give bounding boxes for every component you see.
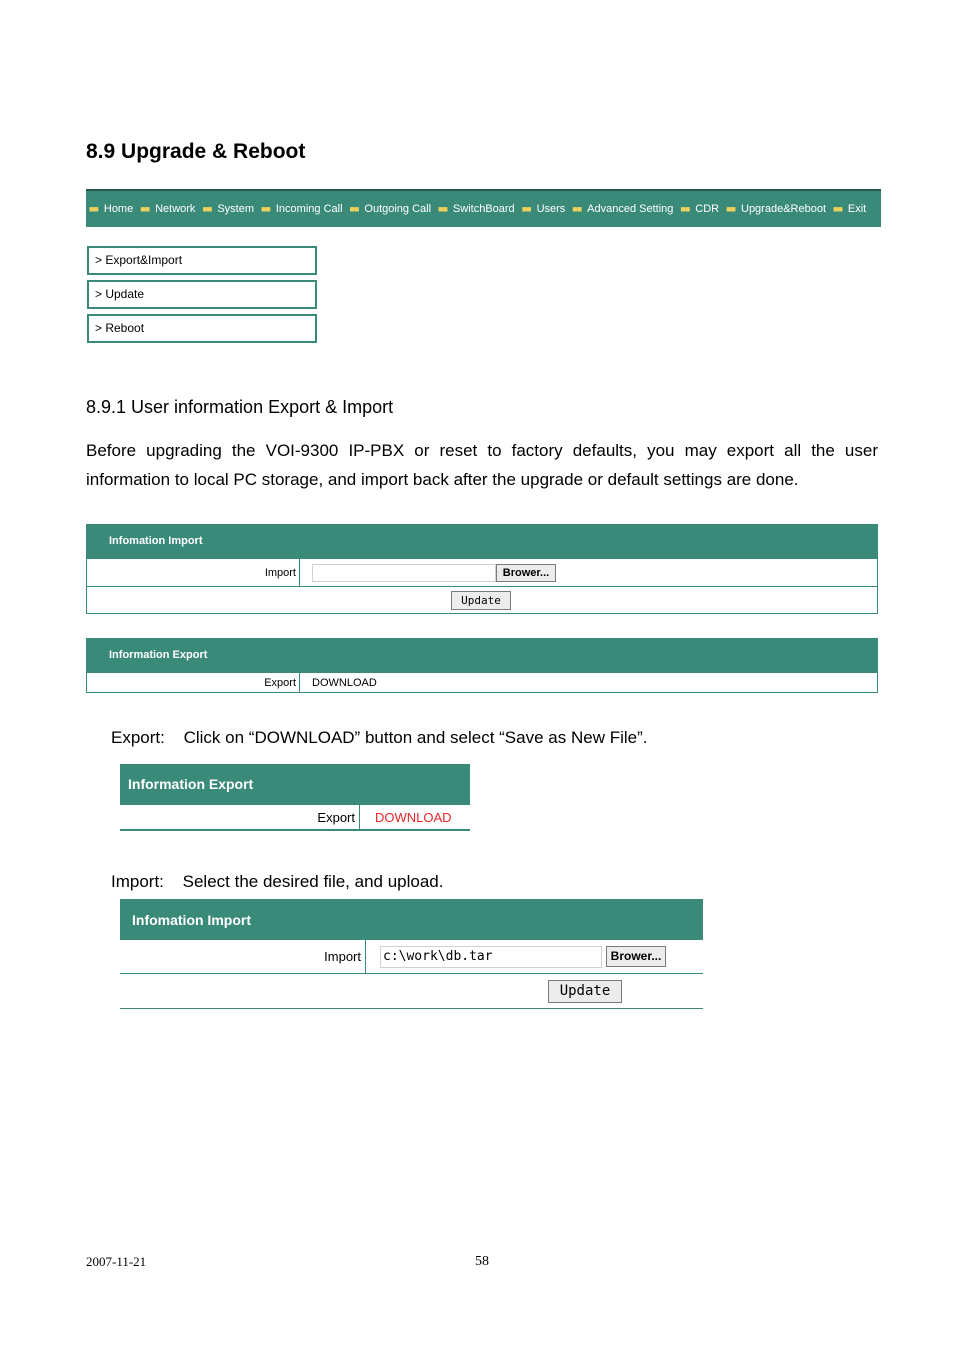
import-zoom-file-input[interactable]: c:\work\db.tar bbox=[380, 946, 602, 968]
import-zoom-browse-button[interactable]: Brower... bbox=[606, 946, 666, 967]
export-zoom-row bbox=[120, 804, 470, 831]
footer-date: 2007-11-21 bbox=[86, 1254, 147, 1269]
import-caption-label: Import: bbox=[111, 872, 164, 891]
import-file-input[interactable] bbox=[312, 564, 496, 582]
nav-bullet-icon: ■■ bbox=[89, 204, 98, 214]
export-caption bbox=[111, 728, 647, 748]
nav-item-network[interactable] bbox=[140, 203, 195, 215]
nav-item-exit[interactable] bbox=[833, 203, 866, 215]
nav-item-label: SwitchBoard bbox=[452, 203, 515, 215]
nav-item-label: Incoming Call bbox=[275, 203, 343, 215]
nav-item-label: Network bbox=[155, 203, 196, 215]
export-label: Export bbox=[87, 673, 300, 692]
nav-item-label: Advanced Setting bbox=[587, 203, 674, 215]
subsection-title: 8.9.1 User information Export & Import bbox=[86, 397, 394, 417]
nav-bullet-icon: ■■ bbox=[680, 204, 690, 214]
nav-item-system[interactable] bbox=[202, 203, 254, 215]
import-zoom-panel bbox=[120, 899, 703, 1009]
import-caption-text: Select the desired file, and upload. bbox=[182, 872, 444, 891]
browse-button[interactable]: Brower... bbox=[496, 564, 556, 582]
nav-bullet-icon: ■■ bbox=[521, 204, 531, 214]
nav-item-label: Outgoing Call bbox=[364, 203, 432, 215]
nav-item-label: Upgrade&Reboot bbox=[741, 203, 827, 215]
nav-item-label: Home bbox=[103, 203, 134, 215]
import-caption bbox=[111, 872, 443, 892]
nav-bullet-icon: ■■ bbox=[140, 204, 150, 214]
export-panel bbox=[86, 638, 878, 693]
page-number: 58 bbox=[475, 1254, 489, 1269]
update-button[interactable]: Update bbox=[451, 591, 511, 610]
nav-item-label: System bbox=[217, 203, 254, 215]
submenu-update[interactable]: > Update bbox=[87, 280, 317, 309]
export-zoom-title: Information Export bbox=[120, 764, 470, 804]
nav-item-advanced-setting[interactable] bbox=[572, 203, 673, 215]
import-zoom-row bbox=[120, 940, 703, 974]
nav-item-label: Exit bbox=[847, 203, 867, 215]
export-caption-text: Click on “DOWNLOAD” button and select “Save as New File”. bbox=[183, 728, 648, 747]
nav-item-switchboard[interactable] bbox=[438, 203, 515, 215]
section-title: 8.9 Upgrade & Reboot bbox=[86, 140, 306, 163]
nav-item-users[interactable] bbox=[522, 203, 566, 215]
download-link[interactable]: DOWNLOAD bbox=[312, 676, 377, 689]
paragraph-line-1: Before upgrading the VOI-9300 IP-PBX or reset to factory defaults, you may export all the user bbox=[86, 441, 878, 460]
nav-bullet-icon: ■■ bbox=[261, 204, 270, 214]
nav-item-label: CDR bbox=[695, 203, 720, 215]
import-zoom-update-row bbox=[120, 974, 703, 1009]
import-label: Import bbox=[87, 559, 300, 586]
nav-item-home[interactable] bbox=[89, 203, 133, 215]
update-row bbox=[87, 586, 877, 613]
nav-bar bbox=[86, 189, 881, 227]
paragraph-line-2: information to local PC storage, and import back after the upgrade or default settings are done. bbox=[86, 470, 799, 489]
import-zoom-label: Import bbox=[120, 940, 366, 973]
nav-item-outgoing-call[interactable] bbox=[350, 203, 432, 215]
nav-bullet-icon: ■■ bbox=[438, 204, 447, 214]
export-panel-title: Information Export bbox=[87, 639, 877, 672]
export-caption-label: Export: bbox=[111, 728, 165, 747]
nav-bullet-icon: ■■ bbox=[572, 204, 582, 214]
nav-bullet-icon: ■■ bbox=[833, 204, 842, 214]
description-paragraph bbox=[86, 436, 878, 494]
export-zoom-label: Export bbox=[120, 805, 360, 829]
nav-item-cdr[interactable] bbox=[680, 203, 719, 215]
export-zoom-download-link[interactable]: DOWNLOAD bbox=[375, 809, 452, 825]
submenu-reboot[interactable]: > Reboot bbox=[87, 314, 317, 343]
nav-bullet-icon: ■■ bbox=[349, 204, 359, 214]
import-row bbox=[87, 558, 877, 586]
nav-item-upgrade-reboot[interactable] bbox=[726, 203, 826, 215]
nav-item-label: Users bbox=[536, 203, 566, 215]
import-panel-title: Infomation Import bbox=[87, 525, 877, 558]
nav-item-incoming-call[interactable] bbox=[261, 203, 343, 215]
nav-bullet-icon: ■■ bbox=[726, 204, 735, 214]
import-zoom-update-button[interactable]: Update bbox=[548, 980, 622, 1003]
export-row bbox=[87, 672, 877, 692]
import-zoom-title: Infomation Import bbox=[120, 899, 703, 940]
nav-bullet-icon: ■■ bbox=[202, 204, 212, 214]
submenu-export-import[interactable]: > Export&Import bbox=[87, 246, 317, 275]
export-zoom-panel bbox=[120, 764, 470, 831]
import-panel bbox=[86, 524, 878, 614]
